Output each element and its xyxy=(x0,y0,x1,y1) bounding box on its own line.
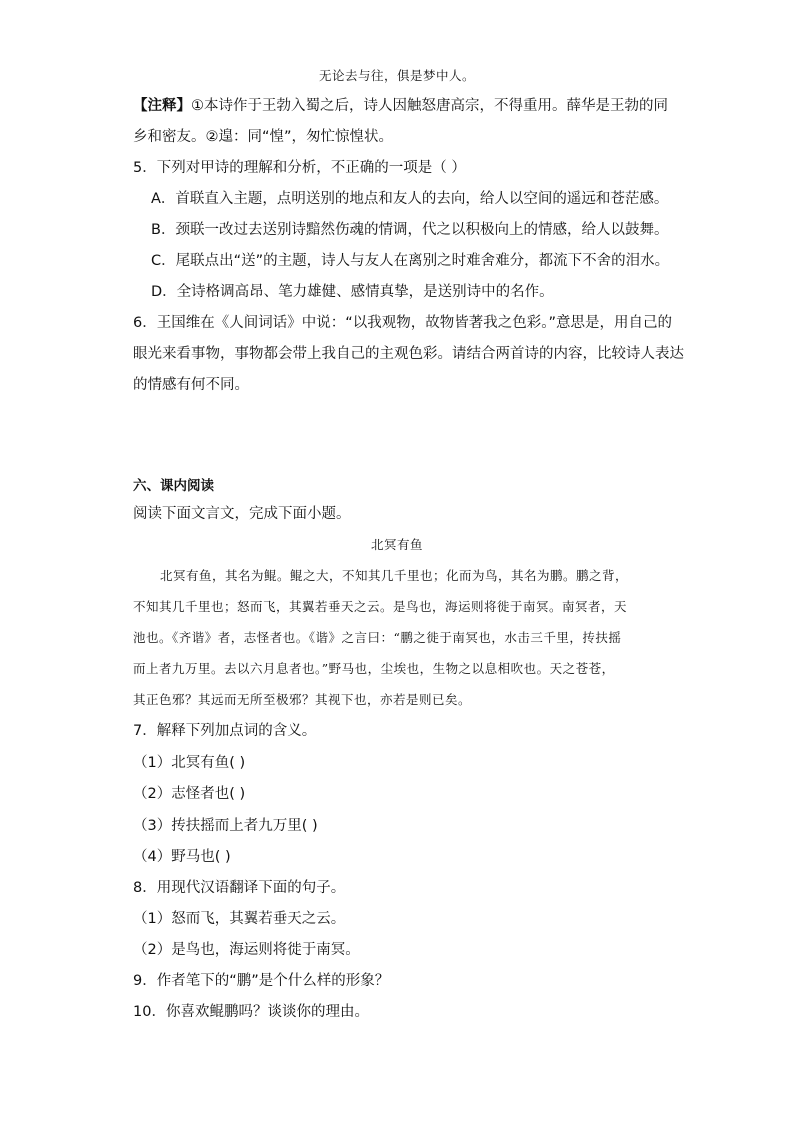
passage-line-1: 北冥有鱼，其名为鲲。鲲之大，不知其几千里也；化而为鸟，其名为鹏。鹏之背， xyxy=(160,568,629,583)
notes-text-1: ①本诗作于王勃入蜀之后，诗人因触怒唐高宗，不得重用。薛华是王勃的同 xyxy=(191,98,668,114)
q6-line-3: 的情感有何不同。 xyxy=(133,377,249,393)
poem-last-line: 无论去与往，俱是梦中人。 xyxy=(318,68,475,83)
q7-item-3: （3）抟扶摇而上者九万里( ) xyxy=(133,818,318,834)
q9-stem: 9．作者笔下的“鹏”是个什么样的形象？ xyxy=(133,973,390,989)
q7-item-2: （2）志怪者也( ) xyxy=(133,786,246,802)
section-instruction: 阅读下面文言文，完成下面小题。 xyxy=(133,506,351,522)
q6-line-2: 眼光来看事物，事物都会带上我自己的主观色彩。请结合两首诗的内容，比较诗人表达 xyxy=(133,346,684,362)
q7-stem: 7．解释下列加点词的含义。 xyxy=(133,723,317,739)
q8-stem: 8．用现代汉语翻译下面的句子。 xyxy=(133,880,346,896)
q5-stem: 5．下列对甲诗的理解和分析，不正确的一项是（ ） xyxy=(133,160,466,176)
notes-line-2: 乡和密友。②遑：同“惶”，匆忙惊惶状。 xyxy=(133,129,394,145)
passage-line-4: 而上者九万里。去以六月息者也。”野马也，尘埃也，生物之以息相吹也。天之苍苍， xyxy=(133,661,615,676)
q5-option-a: A．首联直入主题，点明送别的地点和友人的去向，给人以空间的遥远和苍茫感。 xyxy=(151,191,669,207)
q10-stem: 10．你喜欢鲲鹏吗？谈谈你的理由。 xyxy=(133,1004,369,1020)
passage-line-2: 不知其几千里也；怒而飞，其翼若垂天之云。是鸟也，海运则将徙于南冥。南冥者，天 xyxy=(133,599,628,614)
q8-item-2: （2）是鸟也，海运则将徙于南冥。 xyxy=(133,942,360,958)
notes-label: 【注释】 xyxy=(133,98,191,114)
q7-item-4: （4）野马也( ) xyxy=(133,849,231,865)
q6-line-1: 6．王国维在《人间词话》中说：“以我观物，故物皆著我之色彩。”意思是，用自己的 xyxy=(133,315,672,331)
passage-title: 北冥有鱼 xyxy=(370,537,423,552)
q8-item-1: （1）怒而飞，其翼若垂天之云。 xyxy=(133,911,346,927)
notes-line-1 xyxy=(133,97,668,115)
q5-option-b: B．颈联一改过去送别诗黯然伤魂的情调，代之以积极向上的情感，给人以鼓舞。 xyxy=(151,222,669,238)
passage-line-3: 池也。《齐谐》者，志怪者也。《谐》之言曰：“鹏之徙于南冥也，水击三千里，抟扶摇 xyxy=(133,630,622,645)
section-heading: 六、课内阅读 xyxy=(133,478,214,494)
q5-option-c: C．尾联点出“送”的主题，诗人与友人在离别之时难舍难分，都流下不舍的泪水。 xyxy=(151,253,670,269)
passage-line-5: 其正色邪？其远而无所至极邪？其视下也，亦若是则已矣。 xyxy=(133,692,472,707)
q7-item-1: （1）北冥有鱼( ) xyxy=(133,755,246,771)
q5-option-d: D．全诗格调高昂、笔力雄健、感情真挚，是送别诗中的名作。 xyxy=(151,284,554,300)
